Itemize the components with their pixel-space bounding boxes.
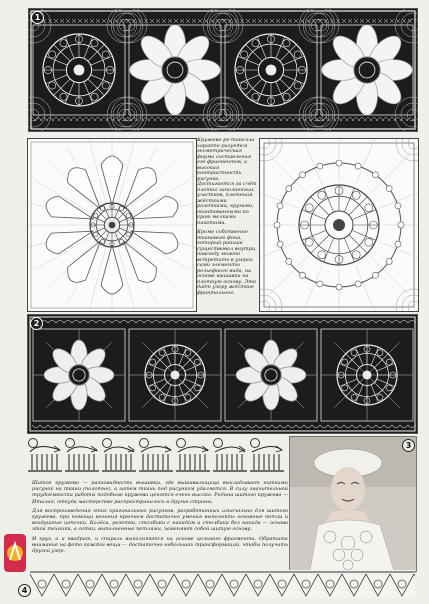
step-number-icon: [139, 438, 149, 448]
sidebar-paragraph-2: Кроме собственно тканевого фона, который раньше существовал внутри, повсюду можно встретить в узорах сами элементы рельефного вида, на основе вышивки на плотную основу. Это даёт узору жёсткое фронтальное.: [197, 229, 257, 296]
petal-shape: [101, 245, 123, 294]
petal-shape: [101, 156, 123, 205]
magazine-logo-art: [0, 528, 28, 578]
crochet-step-diagram: [213, 438, 247, 476]
crochet-step-diagram: [102, 438, 136, 476]
crochet-step-diagram: [28, 438, 62, 476]
flower-motif: [322, 25, 413, 116]
rosette-motif: [337, 345, 397, 405]
article-text: [32, 480, 288, 557]
rosette-motif: [299, 185, 379, 265]
rosette-motif: [43, 34, 115, 106]
lace-square-left: [27, 138, 197, 312]
step-number-icon: [28, 438, 38, 448]
vintage-photo: [289, 436, 417, 572]
marker-2: 2: [30, 317, 43, 330]
crochet-step-diagram: [250, 438, 284, 476]
marker-4: 4: [18, 584, 31, 597]
crochet-step-diagram: [176, 438, 210, 476]
lace-band-middle-art: [28, 315, 417, 433]
step-number-icon: [176, 438, 186, 448]
article-paragraph-3: И круг, а и квадрат, и спираль выполняются на основе цельного фрагмента. Обратите внимание на фото каждой вещи — достаточно небольших трансформаций, чтобы получить другой узор.: [32, 535, 288, 555]
crochet-step-diagram: [139, 438, 173, 476]
rosette-motif: [90, 203, 134, 247]
article-paragraph-2: Для воспроизведения этих оригинальных рисунков, разработанных изначально для шитого кружева, при помощи вязания крючком достаточно умения выполнять основные петли и воздушные цепочки. Колёса, розетки, столбики с накидом и столбики без накида — основа этой техники, а сетки, выполненные петлями, заменяют собой шитую основу.: [32, 507, 288, 533]
flower-motif: [236, 340, 306, 410]
lace-band-top: [28, 8, 418, 132]
step-number-icon: [65, 438, 75, 448]
vintage-photo-art: [290, 437, 416, 571]
lace-square-left-art: [28, 139, 196, 311]
lace-band-bottom: [21, 570, 415, 598]
lace-square-right: [259, 138, 419, 312]
marker-3: 3: [402, 439, 415, 452]
lace-band-bottom-art: [30, 570, 415, 598]
rosette-motif: [235, 34, 307, 106]
flower-motif: [44, 340, 114, 410]
lace-band-top-art: [29, 9, 417, 131]
lace-square-right-art: [260, 139, 418, 311]
step-number-icon: [250, 438, 260, 448]
lace-band-middle: [27, 314, 418, 434]
magazine-logo: [0, 528, 28, 578]
marker-1: 1: [31, 11, 44, 24]
article-paragraph-1: Шитое кружево — разновидность вышивки, где вышивальщица выкладывает нитками рисунок на ткани (полотне), а затем ткань под рисунком удаляется. В силу значительной трудоёмкости работы подобные кружева ценятся очень высоко. Родина шитого кружева — Италия, откуда мастерство распространилось в другие страны.: [32, 480, 288, 505]
crochet-step-diagram: [65, 438, 99, 476]
step-number-icon: [102, 438, 112, 448]
crochet-step-diagrams: [28, 438, 286, 476]
flower-motif: [130, 25, 221, 116]
sidebar-text: [197, 138, 257, 300]
rosette-motif: [145, 345, 205, 405]
sidebar-paragraph-1: Кружево ре-тикелла характе-ризуется геометрическая форма составления его фрагментов, а высокая контрастность рисунка. Достигается за счёт плотно заполненных участков, плетения жёсткими розетками, кругами, окантованными по краю мелкими пикотами.: [197, 137, 257, 226]
step-number-icon: [213, 438, 223, 448]
